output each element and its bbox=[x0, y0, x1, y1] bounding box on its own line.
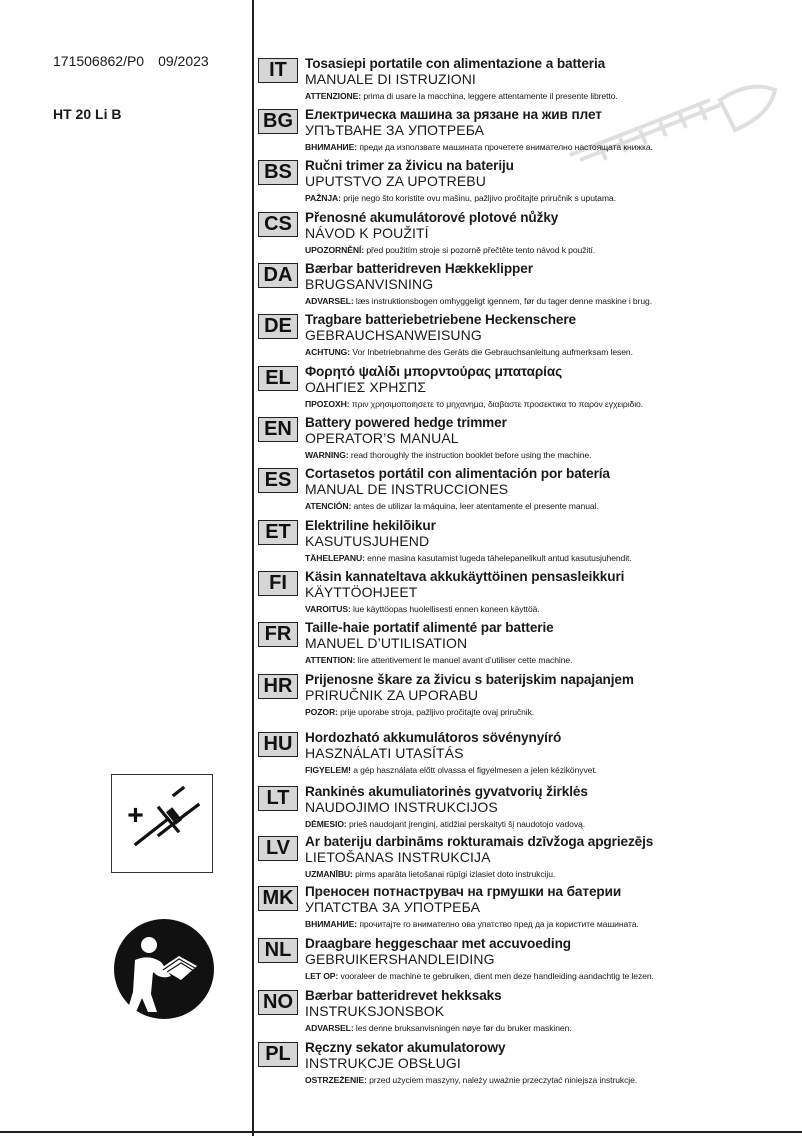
warning-text: Vor Inbetriebnahme des Geräts die Gebrauchsanleitung aufmerksam lesen. bbox=[352, 347, 633, 357]
warning-text: před použitím stroje si pozorně přečtěte tento návod k použití. bbox=[366, 245, 596, 255]
language-section-en bbox=[258, 415, 798, 467]
warning-notice bbox=[305, 1023, 572, 1033]
manual-subtitle: INSTRUKCJE OBSŁUGI bbox=[305, 1055, 461, 1071]
warning-notice bbox=[305, 707, 534, 717]
product-title: Cortasetos portátil con alimentación por batería bbox=[305, 466, 610, 481]
manual-subtitle: GEBRAUCHSANWEISUNG bbox=[305, 327, 482, 343]
warning-text: a gép használata előtt olvassa el figyelmesen a jelen kézikönyvet. bbox=[353, 765, 597, 775]
manual-subtitle: GEBRUIKERSHANDLEIDING bbox=[305, 951, 495, 967]
product-title: Rankinės akumuliatorinės gyvatvorių žirklės bbox=[305, 784, 588, 799]
warning-label: WARNING: bbox=[305, 450, 349, 460]
document-date: 09/2023 bbox=[158, 53, 209, 69]
manual-subtitle: UPUTSTVO ZA UPOTREBU bbox=[305, 173, 486, 189]
language-code-badge: BG bbox=[258, 109, 298, 134]
document-number: 171506862/P0 bbox=[53, 53, 145, 69]
manual-subtitle: NÁVOD K POUŽITÍ bbox=[305, 225, 429, 241]
language-code-badge: ES bbox=[258, 468, 298, 493]
language-code-badge: FI bbox=[258, 571, 298, 596]
language-code-badge: EN bbox=[258, 417, 298, 442]
model-name: HT 20 Li B bbox=[53, 106, 122, 122]
warning-notice bbox=[305, 765, 597, 775]
warning-text: antes de utilizar la máquina, leer atentamente el presente manual. bbox=[353, 501, 599, 511]
vertical-divider bbox=[252, 0, 254, 1136]
warning-text: pirms aparāta lietošanai rūpīgi izlasiet doto instrukciju. bbox=[355, 869, 556, 879]
language-section-el bbox=[258, 364, 798, 416]
warning-text: prieš naudojant įrenginį, atidžiai perskaityti šį naudotojo vadovą. bbox=[349, 819, 585, 829]
warning-notice bbox=[305, 399, 643, 409]
warning-notice bbox=[305, 347, 633, 357]
manual-subtitle: KASUTUSJUHEND bbox=[305, 533, 430, 549]
product-title: Battery powered hedge trimmer bbox=[305, 415, 507, 430]
product-title: Draagbare heggeschaar met accuvoeding bbox=[305, 936, 572, 951]
product-title: Hordozható akkumulátoros sövénynyíró bbox=[305, 730, 562, 745]
warning-label: ВНИМАНИЕ: bbox=[305, 142, 358, 152]
language-code-badge: FR bbox=[258, 622, 298, 647]
warning-text: przed użyciem maszyny, należy uważnie przeczytać niniejsza instrukcje. bbox=[369, 1075, 638, 1085]
language-code-badge: DA bbox=[258, 263, 298, 288]
warning-notice bbox=[305, 971, 654, 981]
product-title: Ar bateriju darbināms rokturamais dzīvžoga apgriezējs bbox=[305, 834, 654, 849]
warning-notice bbox=[305, 553, 632, 563]
warning-label: FIGYELEM! bbox=[305, 765, 351, 775]
manual-subtitle: NAUDOJIMO INSTRUKCIJOS bbox=[305, 799, 498, 815]
language-code-badge: ET bbox=[258, 520, 298, 545]
warning-notice bbox=[305, 501, 599, 511]
warning-label: PAŽNJA: bbox=[305, 193, 341, 203]
warning-text: прочитајте го внимателно ова упатство пред да ја користите машината. bbox=[359, 919, 639, 929]
product-title: Φορητό ψαλίδι μπορντούρας μπαταρίας bbox=[305, 364, 563, 379]
product-title: Ręczny sekator akumulatorowy bbox=[305, 1040, 506, 1055]
product-title: Taille-haie portatif alimenté par batterie bbox=[305, 620, 554, 635]
product-title: Přenosné akumulátorové plotové nůžky bbox=[305, 210, 559, 225]
warning-label: UZMANĪBU: bbox=[305, 869, 353, 879]
warning-text: læs instruktionsbogen omhyggeligt igennem, før du tager denne maskine i brug. bbox=[355, 296, 653, 306]
language-code-badge: PL bbox=[258, 1042, 298, 1067]
language-section-hr bbox=[258, 672, 798, 724]
manual-subtitle: УПЪТВАНЕ ЗА УПОТРЕБА bbox=[305, 122, 485, 138]
product-title: Käsin kannateltava akkukäyttöinen pensasleikkuri bbox=[305, 569, 625, 584]
warning-notice bbox=[305, 819, 585, 829]
product-title: Tosasiepi portatile con alimentazione a batteria bbox=[305, 56, 606, 71]
product-title: Преносен потнаструвач на грмушки на батерии bbox=[305, 884, 622, 899]
language-section-fr bbox=[258, 620, 798, 672]
warning-text: prije uporabe stroja, pažljivo pročitajte ovaj priručnik. bbox=[340, 707, 535, 717]
warning-text: les denne bruksanvisningen nøye før du bruker maskinen. bbox=[355, 1023, 572, 1033]
read-manual-icon bbox=[113, 918, 215, 1020]
warning-label: VAROITUS: bbox=[305, 604, 351, 614]
manual-subtitle: MANUALE DI ISTRUZIONI bbox=[305, 71, 476, 87]
warning-text: prije nego što koristite ovu mašinu, pažljivo pročitajte priručnik s uputama. bbox=[343, 193, 616, 203]
warning-label: ВНИМАНИЕ: bbox=[305, 919, 358, 929]
language-section-fi bbox=[258, 569, 798, 621]
language-code-badge: HR bbox=[258, 674, 298, 699]
product-title: Tragbare batteriebetriebene Heckenschere bbox=[305, 312, 577, 327]
warning-label: ACHTUNG: bbox=[305, 347, 351, 357]
warning-notice bbox=[305, 91, 618, 101]
language-code-badge: CS bbox=[258, 212, 298, 237]
warning-text: lire attentivement le manuel avant d’utiliser cette machine. bbox=[357, 655, 573, 665]
manual-subtitle: УПАТСТВА ЗА УПОТРЕБА bbox=[305, 899, 481, 915]
language-code-badge: MK bbox=[258, 886, 298, 911]
product-title: Bærbar batteridrevet hekksaks bbox=[305, 988, 502, 1003]
warning-notice bbox=[305, 296, 652, 306]
product-title: Електрическа машина за рязане на жив плет bbox=[305, 107, 602, 122]
warning-notice bbox=[305, 142, 653, 152]
bottom-divider bbox=[0, 1131, 802, 1133]
language-section-et bbox=[258, 518, 798, 570]
document-code bbox=[53, 53, 209, 69]
language-section-bg bbox=[258, 107, 798, 159]
warning-notice bbox=[305, 193, 616, 203]
language-code-badge: NO bbox=[258, 990, 298, 1015]
language-code-badge: IT bbox=[258, 58, 298, 83]
warning-label: ATTENZIONE: bbox=[305, 91, 362, 101]
manual-subtitle: KÄYTTÖOHJEET bbox=[305, 584, 418, 600]
product-title: Ručni trimer za živicu na bateriju bbox=[305, 158, 514, 173]
warning-label: TÄHELEPANU: bbox=[305, 553, 365, 563]
warning-text: lue käyttöopas huolellisesti ennen koneen käyttöä. bbox=[353, 604, 540, 614]
manual-subtitle: ΟΔΗΓΙΕΣ ΧΡΗΣΠΣ bbox=[305, 379, 427, 395]
language-section-bs bbox=[258, 158, 798, 210]
manual-subtitle: MANUAL DE INSTRUCCIONES bbox=[305, 481, 509, 497]
language-section-lt bbox=[258, 784, 798, 836]
warning-label: UPOZORNĚNÍ: bbox=[305, 245, 365, 255]
language-section-es bbox=[258, 466, 798, 518]
product-title: Prijenosne škare za živicu s baterijskim napajanjem bbox=[305, 672, 634, 687]
warning-label: ATTENTION: bbox=[305, 655, 356, 665]
language-section-mk bbox=[258, 884, 798, 936]
language-section-cs bbox=[258, 210, 798, 262]
language-code-badge: DE bbox=[258, 314, 298, 339]
warning-label: ΠΡΟΣΟΧΗ: bbox=[305, 399, 350, 409]
language-section-pl bbox=[258, 1040, 798, 1092]
language-code-badge: HU bbox=[258, 732, 298, 757]
language-code-badge: BS bbox=[258, 160, 298, 185]
warning-label: OSTRZEŻENIE: bbox=[305, 1075, 367, 1085]
language-code-badge: NL bbox=[258, 938, 298, 963]
warning-notice bbox=[305, 245, 595, 255]
language-section-lv bbox=[258, 834, 798, 886]
manual-subtitle: OPERATOR’S MANUAL bbox=[305, 430, 459, 446]
language-section-nl bbox=[258, 936, 798, 988]
warning-label: ADVARSEL: bbox=[305, 296, 354, 306]
warning-notice bbox=[305, 919, 639, 929]
warning-notice bbox=[305, 1075, 637, 1085]
language-section-no bbox=[258, 988, 798, 1040]
language-section-de bbox=[258, 312, 798, 364]
warning-text: πριν χρησιμοποιησετε το μηχανημα, διαβαστε προσεκτικα το παρον εγχειριδιο. bbox=[351, 399, 643, 409]
warning-label: ADVARSEL: bbox=[305, 1023, 354, 1033]
language-code-badge: LT bbox=[258, 786, 298, 811]
warning-text: преди да използвате машината прочетете внимателно настоящата книжка. bbox=[359, 142, 653, 152]
language-section-it bbox=[258, 56, 798, 108]
manual-subtitle: INSTRUKSJONSBOK bbox=[305, 1003, 445, 1019]
language-section-hu bbox=[258, 730, 798, 782]
product-title: Bærbar batteridreven Hækkeklipper bbox=[305, 261, 533, 276]
warning-text: vooraleer de machine te gebruiken, dient men deze handleiding aandachtig te lezen. bbox=[340, 971, 654, 981]
language-code-badge: LV bbox=[258, 836, 298, 861]
warning-text: read thoroughly the instruction booklet before using the machine. bbox=[350, 450, 592, 460]
warning-notice bbox=[305, 869, 555, 879]
product-title: Elektriline hekilõikur bbox=[305, 518, 436, 533]
warning-label: LET OP: bbox=[305, 971, 339, 981]
warning-text: prima di usare la macchina, leggere attentamente il presente libretto. bbox=[363, 91, 618, 101]
warning-label: POZOR: bbox=[305, 707, 338, 717]
language-section-da bbox=[258, 261, 798, 313]
warning-notice bbox=[305, 604, 540, 614]
warning-text: enne masina kasutamist lugeda tähelepanelikult antud kasutusjuhendit. bbox=[367, 553, 632, 563]
manual-subtitle: MANUEL D’UTILISATION bbox=[305, 635, 468, 651]
manual-subtitle: PRIRUČNIK ZA UPORABU bbox=[305, 687, 479, 703]
language-code-badge: EL bbox=[258, 366, 298, 391]
warning-notice bbox=[305, 655, 572, 665]
manual-subtitle: LIETOŠANAS INSTRUKCIJA bbox=[305, 849, 491, 865]
warning-label: ATENCIÓN: bbox=[305, 501, 352, 511]
warning-notice bbox=[305, 450, 591, 460]
manual-subtitle: HASZNÁLATI UTASÍTÁS bbox=[305, 745, 464, 761]
battery-polarity-icon bbox=[111, 774, 213, 873]
manual-subtitle: BRUGSANVISNING bbox=[305, 276, 434, 292]
warning-label: DĖMESIO: bbox=[305, 819, 347, 829]
